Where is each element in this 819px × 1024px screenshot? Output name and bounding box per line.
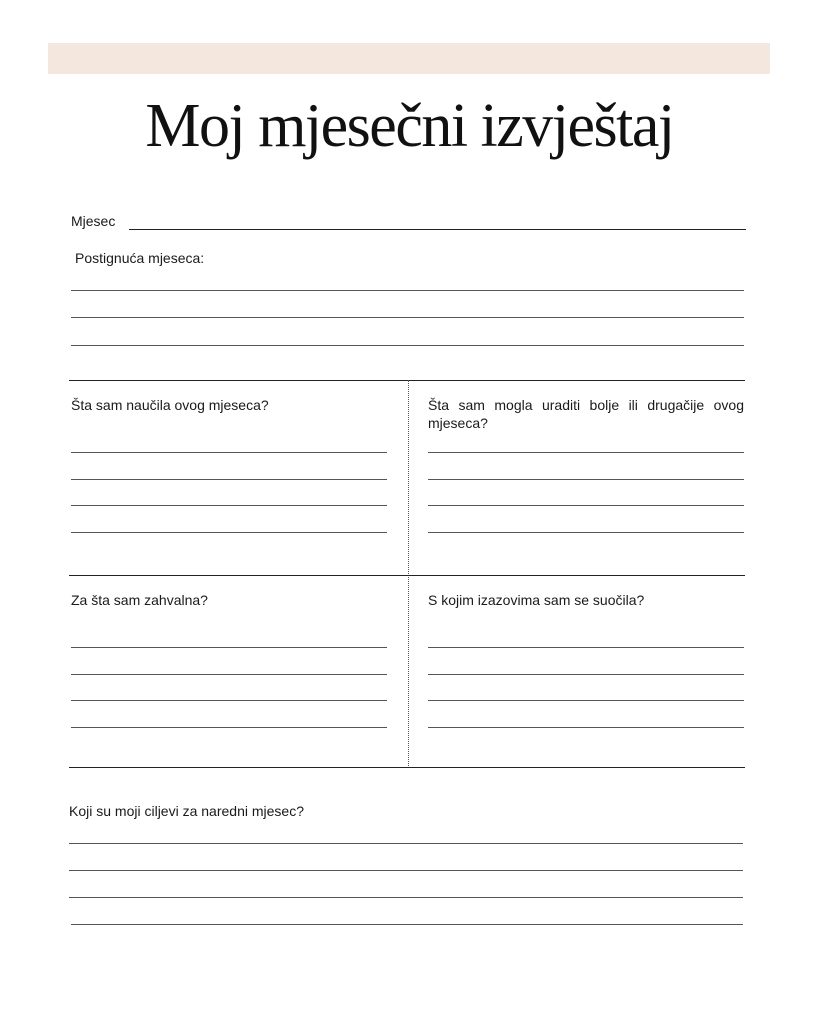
learned-line-1[interactable] xyxy=(71,452,387,453)
learned-label: Šta sam naučila ovog mjeseca? xyxy=(71,397,269,413)
challenges-line-3[interactable] xyxy=(428,700,744,701)
grateful-line-3[interactable] xyxy=(71,700,387,701)
grid-center-divider xyxy=(408,380,409,768)
grateful-line-4[interactable] xyxy=(71,727,387,728)
goals-line-3[interactable] xyxy=(69,897,743,898)
goals-line-2[interactable] xyxy=(69,870,743,871)
better-line-2[interactable] xyxy=(428,479,744,480)
better-line-4[interactable] xyxy=(428,532,744,533)
achievements-line-2[interactable] xyxy=(71,317,744,318)
goals-line-1[interactable] xyxy=(69,843,743,844)
better-label: Šta sam mogla uraditi bolje ili drugačije ovog mjeseca? xyxy=(428,397,744,431)
learned-line-3[interactable] xyxy=(71,505,387,506)
learned-line-2[interactable] xyxy=(71,479,387,480)
grid-middle-border xyxy=(69,575,745,576)
achievements-label: Postignuća mjeseca: xyxy=(75,250,205,266)
header-band xyxy=(48,43,770,74)
page-title: Moj mjesečni izvještaj xyxy=(145,92,674,160)
grateful-label: Za šta sam zahvalna? xyxy=(71,592,208,608)
month-label: Mjesec xyxy=(71,213,116,229)
grateful-line-2[interactable] xyxy=(71,674,387,675)
better-line-3[interactable] xyxy=(428,505,744,506)
grid-top-border xyxy=(69,380,745,381)
month-input-line[interactable] xyxy=(129,229,746,230)
challenges-line-4[interactable] xyxy=(428,727,744,728)
achievements-line-1[interactable] xyxy=(71,290,744,291)
better-line-1[interactable] xyxy=(428,452,744,453)
grid-bottom-border xyxy=(69,767,745,768)
challenges-line-1[interactable] xyxy=(428,647,744,648)
challenges-label: S kojim izazovima sam se suočila? xyxy=(428,592,645,608)
goals-label: Koji su moji ciljevi za naredni mjesec? xyxy=(69,803,304,819)
learned-line-4[interactable] xyxy=(71,532,387,533)
challenges-line-2[interactable] xyxy=(428,674,744,675)
goals-line-4[interactable] xyxy=(71,924,743,925)
achievements-line-3[interactable] xyxy=(71,345,744,346)
grateful-line-1[interactable] xyxy=(71,647,387,648)
